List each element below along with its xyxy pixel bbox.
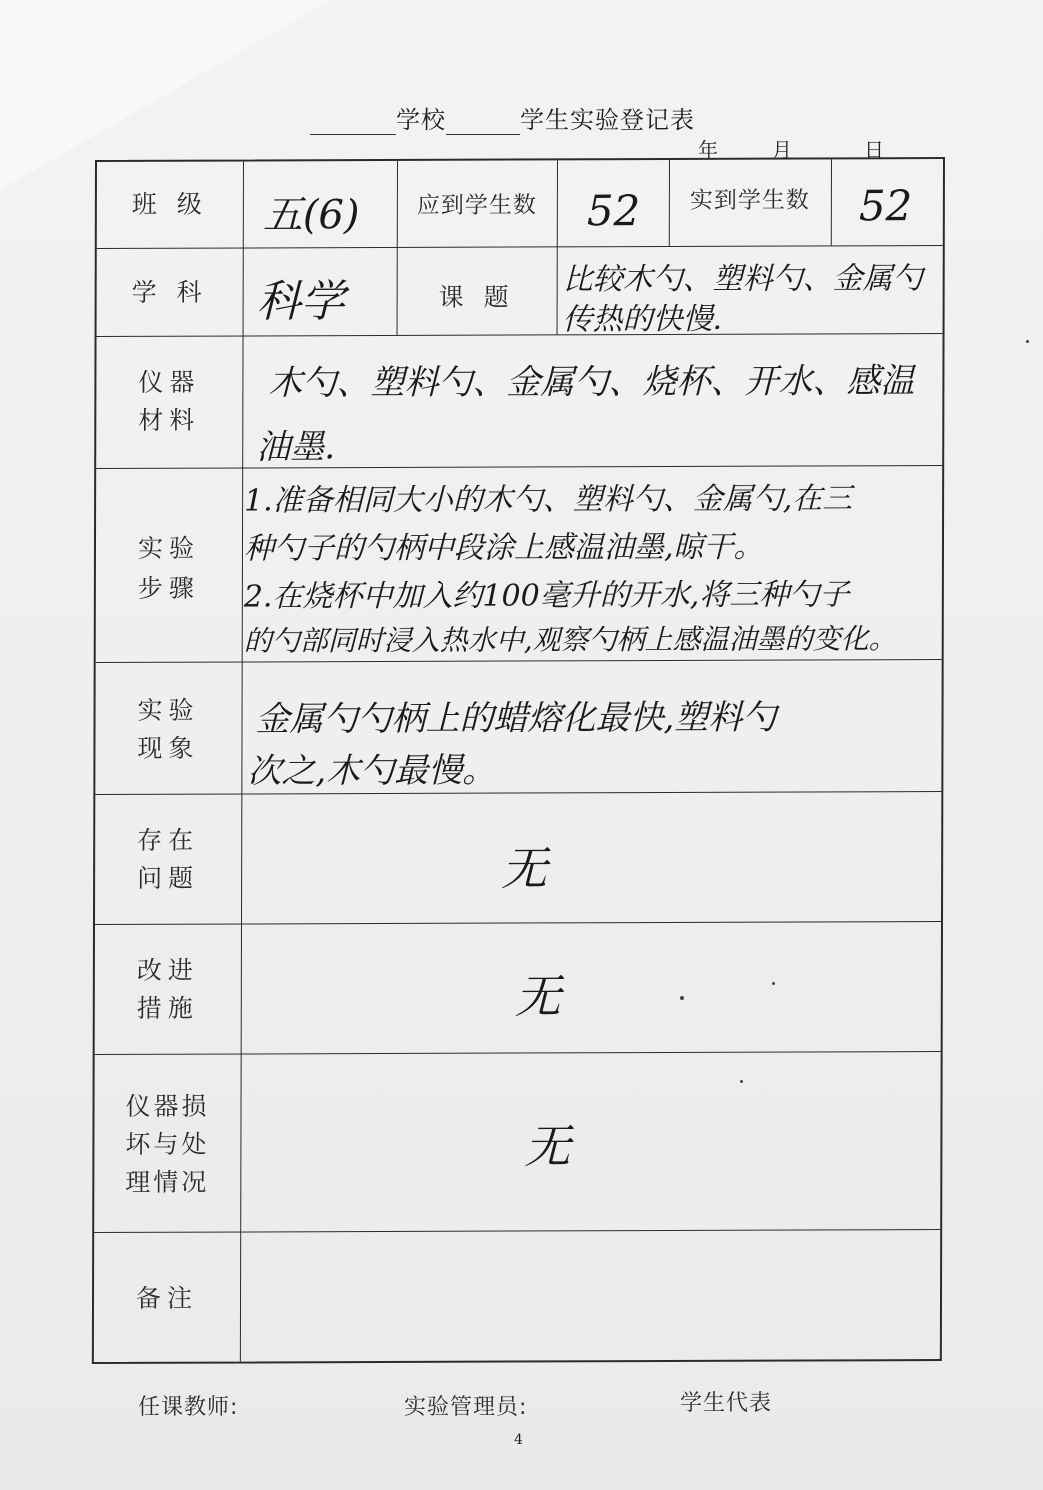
- materials-line-2: 油墨.: [256, 427, 336, 468]
- class-value: 五(6): [262, 192, 360, 239]
- row-divider: [96, 659, 942, 663]
- expected-students-label: 应到学生数: [416, 192, 537, 219]
- phenomena-line-1: 金属勺勺柄上的蜡熔化最快,塑料勺: [255, 697, 777, 740]
- paper-speck: [680, 996, 684, 1000]
- topic-label: 课 题: [438, 282, 515, 312]
- row-divider: [96, 465, 942, 469]
- materials-label-1: 仪器: [138, 367, 201, 397]
- page-number: 4: [514, 1432, 523, 1448]
- student-rep-signature-label: 学生代表: [680, 1391, 773, 1416]
- class-blank: [446, 110, 520, 135]
- row-divider: [95, 791, 941, 795]
- class-label: 班 级: [131, 189, 208, 219]
- date-day: 日: [864, 138, 884, 162]
- subject-label: 学 科: [131, 277, 208, 307]
- paper-speck: [740, 1080, 743, 1083]
- row-divider: [94, 1229, 940, 1233]
- improvements-label-1: 改进: [136, 955, 199, 985]
- topic-line-1: 比较木勺、塑料勺、金属勺: [562, 261, 923, 298]
- materials-line-1: 木勺、塑料勺、金属勺、烧杯、开水、感温: [268, 361, 915, 404]
- teacher-signature-label: 任课教师:: [138, 1395, 239, 1420]
- actual-students-value: 52: [858, 181, 913, 231]
- problems-label-2: 问题: [137, 863, 200, 893]
- materials-label-2: 材料: [138, 405, 201, 435]
- damage-value: 无: [524, 1119, 571, 1174]
- school-blank: [310, 110, 396, 135]
- improvements-value: 无: [514, 969, 561, 1024]
- lab-admin-signature-label: 实验管理员:: [404, 1395, 528, 1420]
- problems-value: 无: [501, 841, 548, 896]
- row-divider: [97, 333, 943, 337]
- steps-line-3: 2.在烧杯中加入约100毫升的开水,将三种勺子: [243, 577, 850, 615]
- phenomena-line-2: 次之,木勺最慢。: [247, 750, 497, 792]
- register-table: [92, 157, 945, 1364]
- actual-students-label: 实到学生数: [689, 187, 810, 214]
- steps-label-1: 实验: [137, 533, 201, 563]
- col-divider: [831, 159, 832, 245]
- paper-speck: [1026, 340, 1029, 343]
- steps-line-1: 1.准备相同大小的木勺、塑料勺、金属勺,在三: [244, 481, 853, 519]
- topic-line-2: 传热的快慢.: [562, 301, 723, 338]
- row-divider: [95, 1051, 941, 1055]
- date-year: 年: [698, 138, 718, 162]
- problems-label-1: 存在: [137, 825, 200, 855]
- phenomena-label-1: 实验: [137, 695, 200, 725]
- paper-speck: [772, 982, 775, 985]
- form-title: [310, 100, 770, 134]
- damage-label-1: 仪器损: [125, 1091, 210, 1121]
- steps-line-4: 的勺部同时浸入热水中,观察勺柄上感温油墨的变化。: [243, 622, 897, 658]
- steps-line-2: 种勺子的勺柄中段涂上感温油墨,晾干。: [243, 529, 764, 567]
- improvements-label-2: 措施: [136, 993, 199, 1023]
- row-divider: [97, 245, 943, 249]
- school-suffix: 学校: [396, 106, 446, 134]
- subject-value: 科学: [256, 276, 345, 328]
- damage-label-3: 理情况: [125, 1167, 210, 1197]
- notes-label: 备注: [135, 1283, 199, 1313]
- row-divider: [95, 921, 941, 925]
- date-month: 月: [772, 138, 792, 162]
- steps-label-2: 步骤: [137, 573, 200, 603]
- expected-students-value: 52: [586, 186, 641, 236]
- title-text: 学生实验登记表: [520, 106, 695, 134]
- damage-label-2: 坏与处: [125, 1129, 210, 1159]
- phenomena-label-2: 现象: [137, 733, 200, 763]
